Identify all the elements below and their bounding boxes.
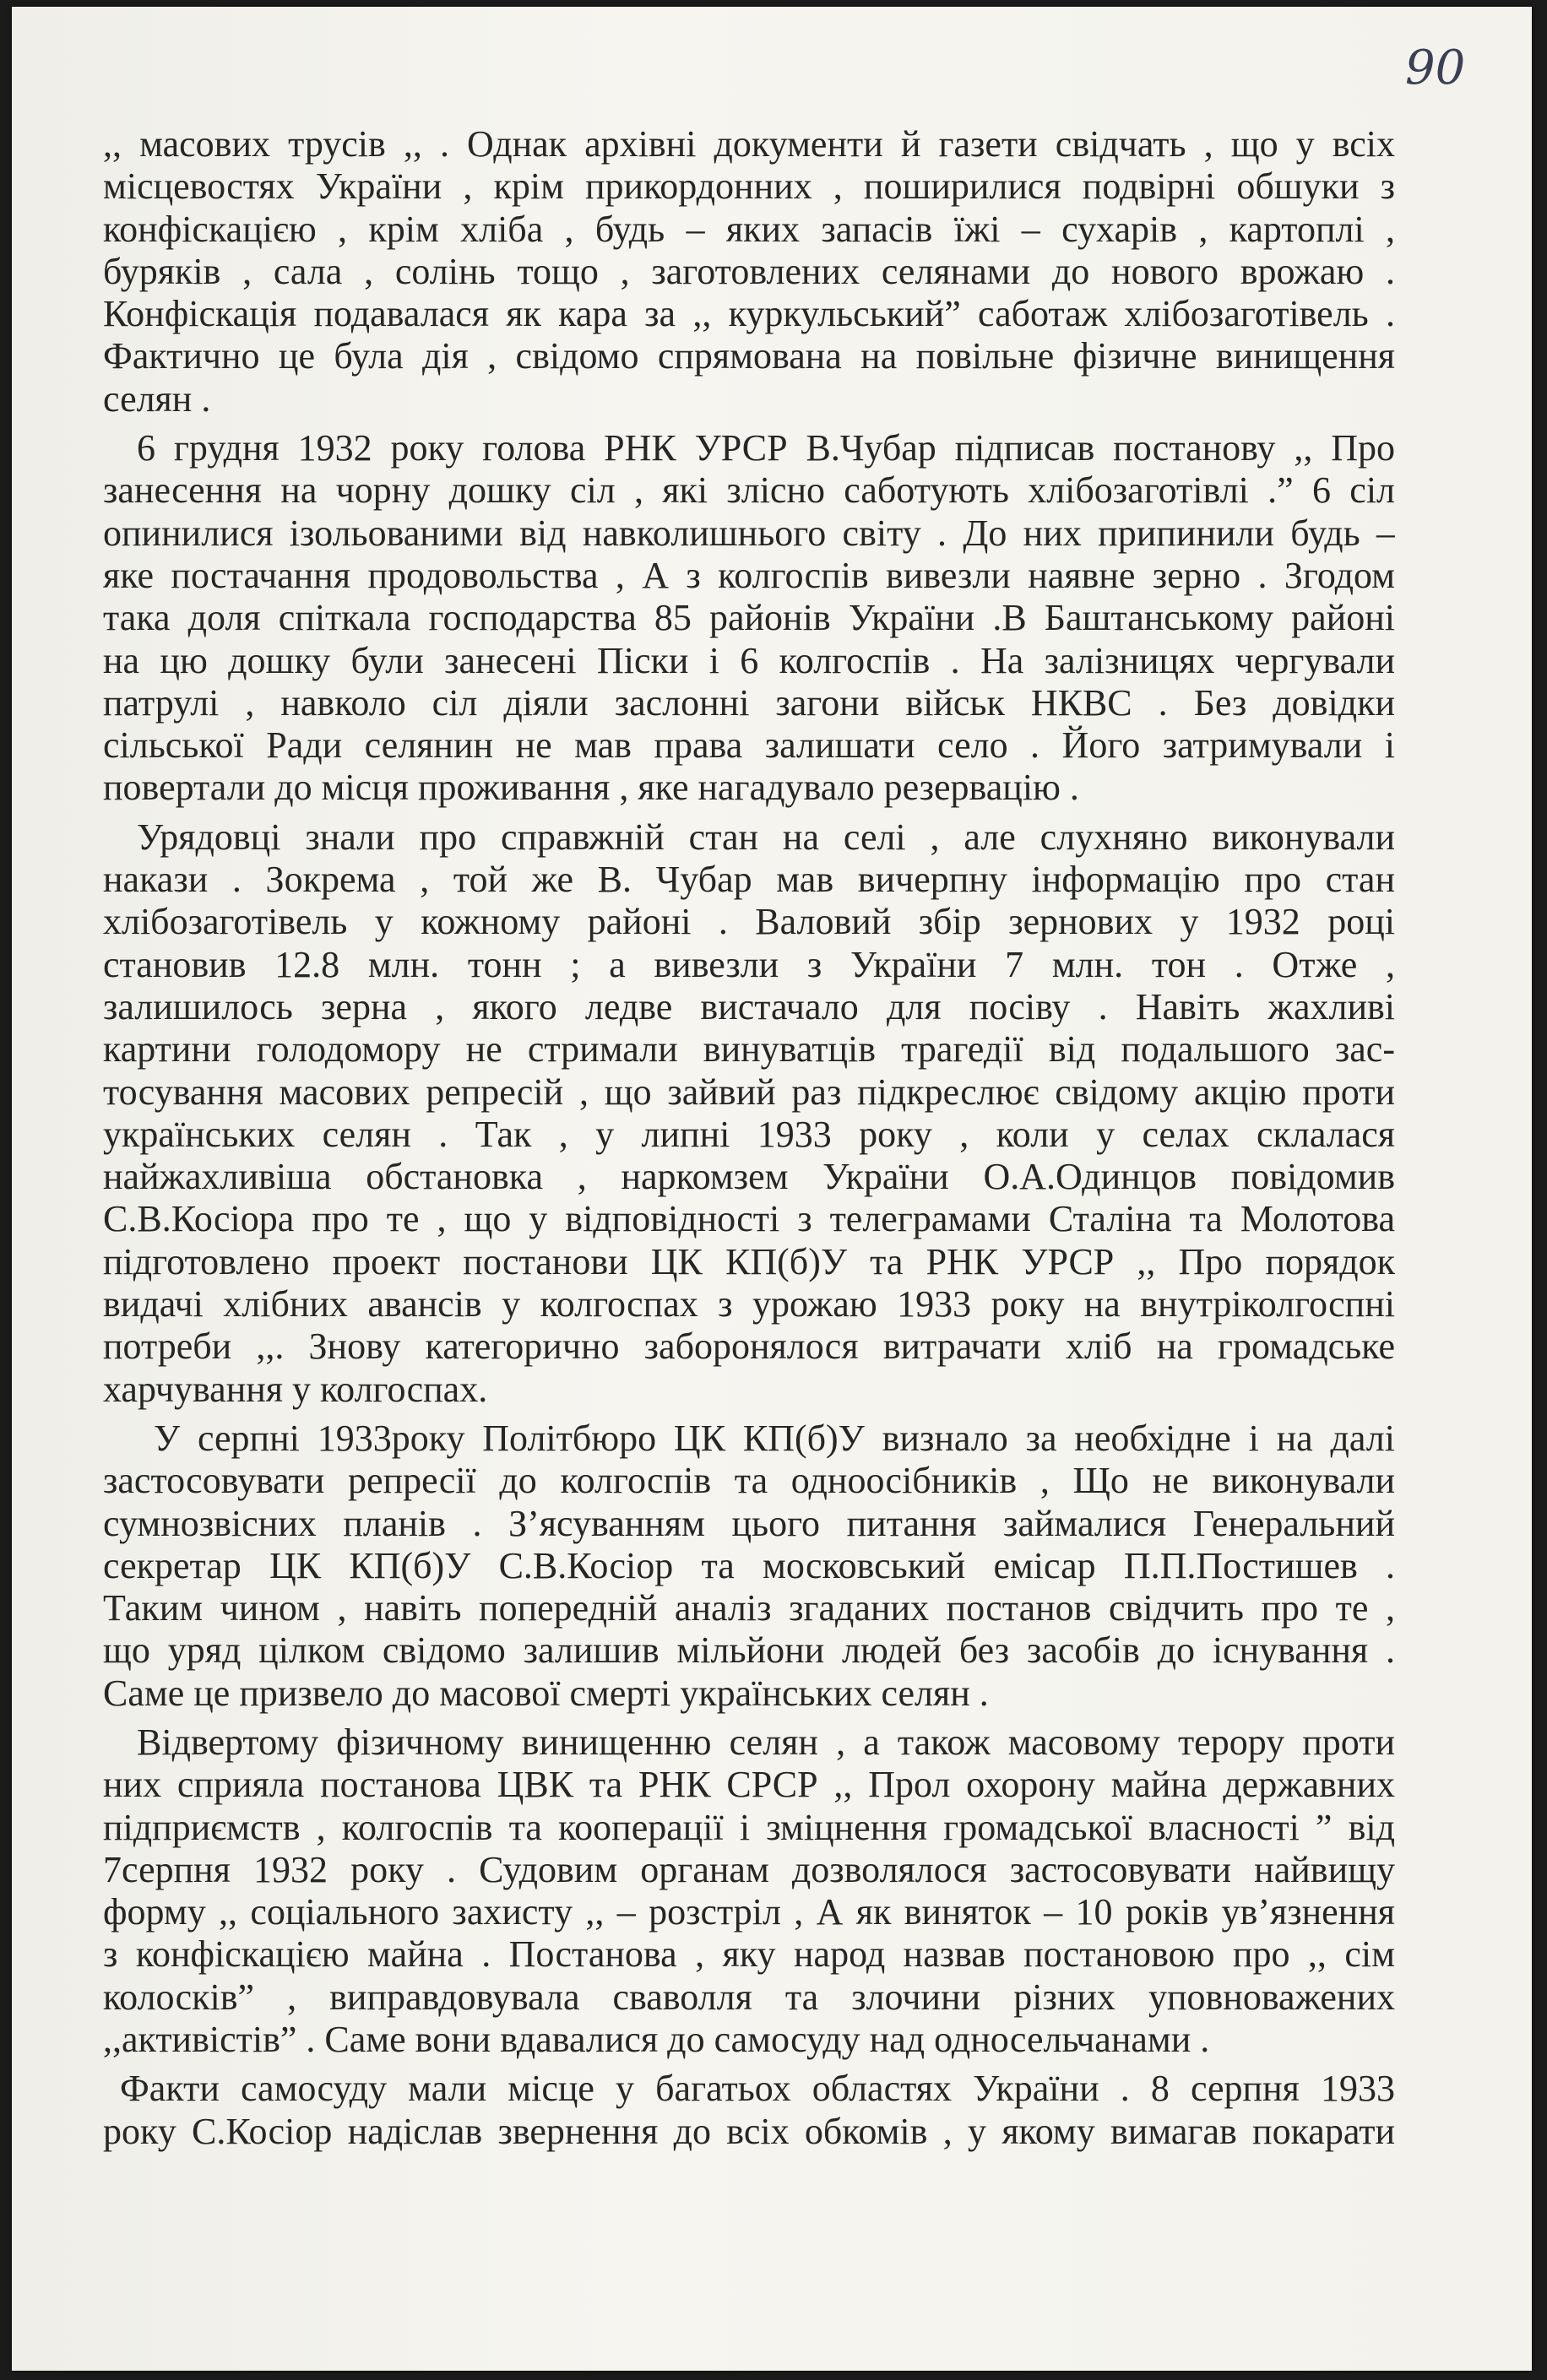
text-line: Фактично це була дія , свідомо спрямована на повільне фізичне винищення (103, 335, 1395, 377)
text-line: сільської Ради селянин не мав права залишати село . Його затримували і (103, 724, 1395, 767)
text-line: колосків” , виправдовувала сваволля та злочини різних уповноважених (103, 1976, 1395, 2018)
text-line: Саме це призвело до масової смерті українських селян . (103, 1672, 989, 1714)
text-line: секретар ЦК КП(б)У С.В.Косіор та московський емісар П.П.Постишев . (103, 1544, 1395, 1586)
text-line: підготовлено проект постанови ЦК КП(б)У та РНК УРСР ,, Про порядок (103, 1240, 1395, 1282)
document-page (12, 7, 1532, 2371)
text-line: Урядовці знали про справжній стан на селі , але слухняно виконували (137, 816, 1395, 858)
text-line: з конфіскацією майна . Постанова , яку народ назвав постановою про ,, сім (103, 1933, 1395, 1976)
text-line: 6 грудня 1932 року голова РНК УРСР В.Чубар підписав постанову ,, Про (137, 427, 1395, 469)
text-line: сумнозвісних планів . З’ясуванням цього питання займалися Генеральний (103, 1502, 1395, 1544)
text-line: форму ,, соціального захисту ,, – розстріл , А як виняток – 10 років ув’язнення (103, 1891, 1395, 1933)
text-line: застосовувати репресії до колгоспів та одноосібників , Що не виконували (103, 1460, 1395, 1502)
text-line: Конфіскація подавалася як кара за ,, куркульський” саботаж хлібозаготівель . (103, 293, 1395, 335)
text-line: яке постачання продовольства , А з колгоспів вивезли наявне зерно . Згодом (103, 554, 1395, 596)
paragraph (103, 2068, 1395, 2153)
text-line: тосування масових репресій , що зайвий раз підкреслює свідому акцію проти (103, 1071, 1395, 1113)
text-line: С.В.Косіора про те , що у відповідності з телеграмами Сталіна та Молотова (103, 1198, 1395, 1240)
paragraph (103, 816, 1395, 1411)
text-line: накази . Зокрема , той же В. Чубар мав вичерпну інформацію про стан (103, 859, 1395, 901)
text-line: видачі хлібних авансів у колгоспах з урожаю 1933 року на внутріколгоспні (103, 1283, 1395, 1326)
text-line: картини голодомору не стримали винуватців трагедії від подальшого зас- (103, 1028, 1395, 1071)
text-line: місцевостях України , крім прикордонних , поширилися подвірні обшуки з (103, 165, 1395, 208)
text-line: занесення на чорну дошку сіл , які злісно саботують хлібозаготівлі .” 6 сіл (103, 469, 1395, 512)
paragraph (103, 123, 1395, 420)
text-line: них сприяла постанова ЦВК та РНК СРСР ,, Прол охорону майна державних (103, 1764, 1395, 1806)
text-line: хлібозаготівель у кожному районі . Валовий збір зернових у 1932 році (103, 901, 1395, 943)
text-line: така доля спіткала господарства 85 районів України .В Баштанському районі (103, 597, 1395, 639)
text-line: підприємств , колгоспів та кооперації і зміцнення громадської власності ” від (103, 1806, 1395, 1848)
text-line: року С.Косіор надіслав звернення до всіх обкомів , у якому вимагав покарати (103, 2110, 1395, 2152)
paragraph (103, 1418, 1395, 1715)
page-number: 90 (1405, 41, 1466, 95)
text-line: ,, масових трусів ,, . Однак архівні документи й газети свідчать , що у всіх (103, 123, 1395, 165)
text-line: патрулі , навколо сіл діяли заслонні загони військ НКВС . Без довідки (103, 681, 1395, 724)
text-line: повертали до місця проживання , яке нагадувало резервацію . (103, 767, 1079, 809)
text-line: Факти самосуду мали місце у багатьох областях України . 8 серпня 1933 (120, 2068, 1395, 2110)
text-line: становив 12.8 млн. тонн ; а вивезли з України 7 млн. тон . Отже , (103, 943, 1395, 985)
text-line: харчування у колгоспах. (103, 1368, 488, 1410)
paragraph (103, 427, 1395, 810)
text-line: залишилось зерна , якого ледве вистачало для посіву . Навіть жахливі (103, 985, 1395, 1027)
text-line: буряків , сала , солінь тощо , заготовлених селянами до нового врожаю . (103, 250, 1395, 292)
text-line: 7серпня 1932 року . Судовим органам дозволялося застосовувати найвищу (103, 1848, 1395, 1890)
text-line: потреби ,,. Знову категорично заборонялося витрачати хліб на громадське (103, 1326, 1395, 1368)
paragraph (103, 1721, 1395, 2061)
body-text (103, 123, 1395, 2153)
text-line: конфіскацією , крім хліба , будь – яких запасів їжі – сухарів , картоплі , (103, 208, 1395, 250)
text-line: найжахливіша обстановка , наркомзем України О.А.Одинцов повідомив (103, 1156, 1395, 1198)
text-line: українських селян . Так , у липні 1933 року , коли у селах склалася (103, 1113, 1395, 1155)
text-line: що уряд цілком свідомо залишив мільйони людей без засобів до існування . (103, 1629, 1395, 1672)
text-line: селян . (103, 377, 211, 420)
text-line: ,,активістів” . Саме вони вдавалися до самосуду над односельчанами . (103, 2019, 1210, 2061)
text-line: на цю дошку були занесені Піски і 6 колгоспів . На залізницях чергували (103, 639, 1395, 681)
text-line: опинилися ізольованими від навколишнього світу . До них припинили будь – (103, 512, 1395, 554)
text-line: Таким чином , навіть попередній аналіз згаданих постанов свідчить про те , (103, 1587, 1395, 1629)
text-line: Відвертому фізичному винищенню селян , а також масовому терору проти (137, 1721, 1395, 1763)
text-line: У серпні 1933року Політбюро ЦК КП(б)У визнало за необхідне і на далі (154, 1417, 1395, 1459)
